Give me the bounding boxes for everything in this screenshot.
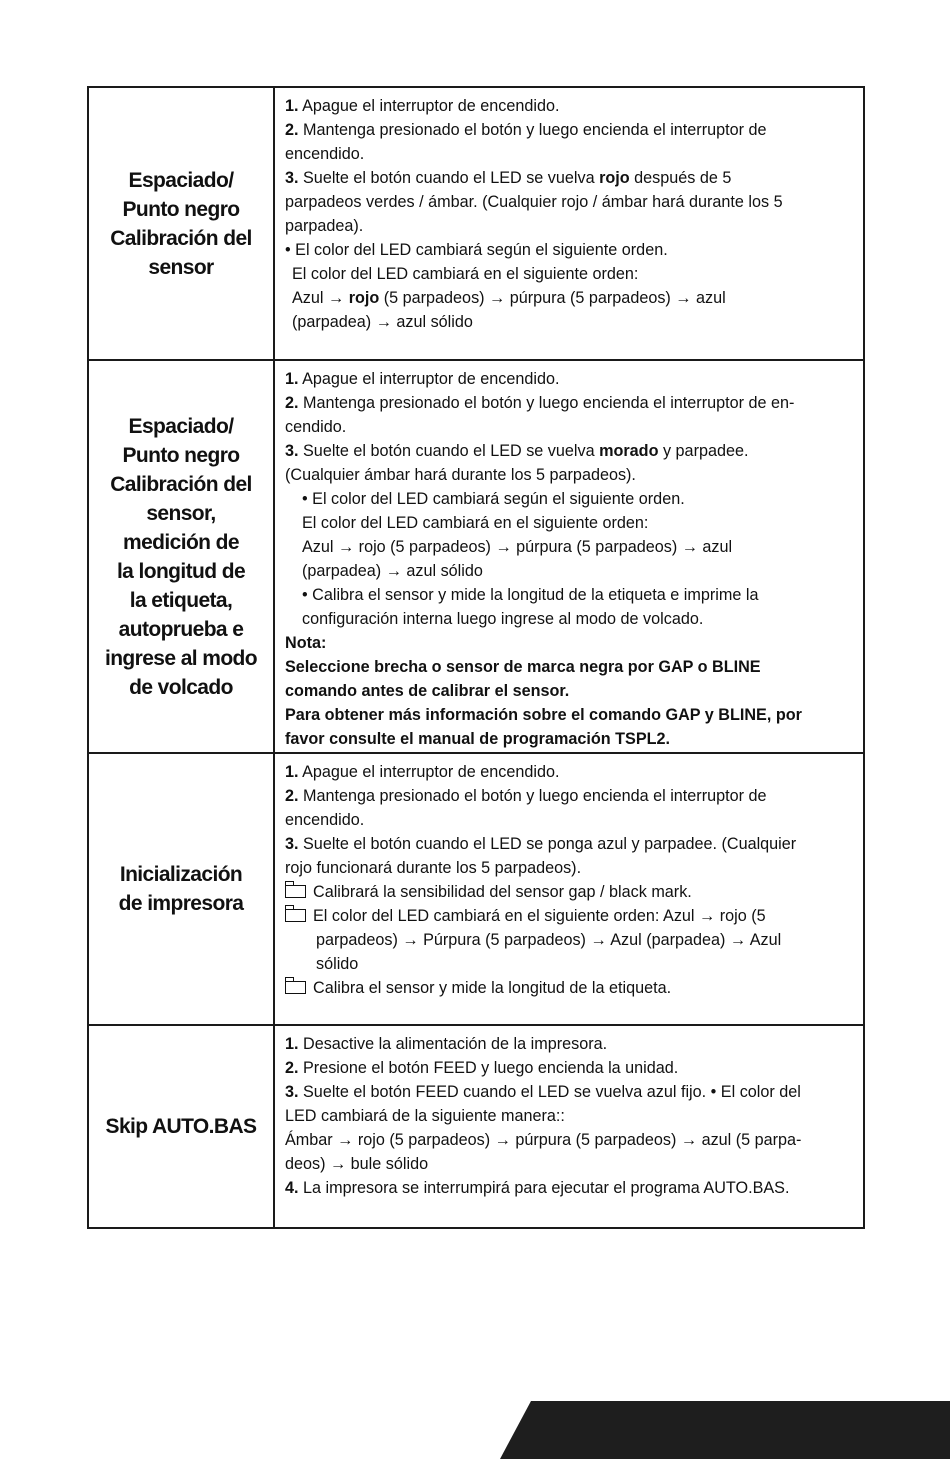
- instruction-line: [285, 1056, 855, 1080]
- bold-text: Nota:: [285, 634, 327, 652]
- instruction-line: [285, 1128, 855, 1152]
- text: • El color del LED cambiará según el siguiente orden.: [302, 490, 685, 508]
- text: encendido.: [285, 145, 365, 163]
- folder-icon: [285, 981, 306, 994]
- instruction-line: [285, 1032, 855, 1056]
- text: El color del LED cambiará en el siguiente orden:: [302, 514, 649, 532]
- text: Calibra el sensor y mide la longitud de la etiqueta.: [313, 979, 672, 997]
- instruction-line: [285, 808, 855, 832]
- row-label-line: Espaciado/: [128, 414, 234, 438]
- text: (parpadea) → azul sólido: [302, 562, 483, 580]
- instruction-line: [285, 607, 855, 631]
- text: La impresora se interrumpirá para ejecutar el programa AUTO.BAS.: [298, 1179, 790, 1197]
- instruction-line: [285, 760, 855, 784]
- row-label-line: Espaciado/: [128, 168, 234, 192]
- text: Suelte el botón cuando el LED se ponga azul y parpadee. (Cualquier: [298, 835, 797, 853]
- instruction-line: [285, 631, 855, 655]
- row-label-line: Skip AUTO.BAS: [105, 1115, 257, 1138]
- instruction-line: [285, 904, 855, 928]
- text: parpadeos verdes / ámbar. (Cualquier rojo / ámbar hará durante los 5: [285, 193, 783, 211]
- row-label-line: Punto negro: [122, 197, 240, 221]
- table-row: [89, 361, 863, 754]
- text: Calibrará la sensibilidad del sensor gap / black mark.: [313, 883, 692, 901]
- instruction-line: [285, 535, 855, 559]
- bold-text: 3.: [285, 1083, 299, 1101]
- instruction-line: [285, 214, 855, 238]
- row-instructions: [275, 361, 863, 752]
- row-instructions: [275, 88, 863, 359]
- bold-text: morado: [599, 442, 659, 460]
- instruction-line: [285, 463, 855, 487]
- text: sólido: [316, 955, 359, 973]
- row-instructions: [275, 1026, 863, 1227]
- instruction-line: [285, 1176, 855, 1200]
- instruction-line: [285, 583, 855, 607]
- instruction-line: [285, 238, 855, 262]
- text: Mantenga presionado el botón y luego encienda el interruptor de en-: [298, 394, 795, 412]
- text: • El color del LED cambiará según el siguiente orden.: [285, 241, 668, 259]
- text: deos) → bule sólido: [285, 1155, 429, 1173]
- instruction-line: [285, 1104, 855, 1128]
- row-label-line: ingrese al modo: [104, 646, 258, 670]
- folder-icon: [285, 909, 306, 922]
- text: Desactive la alimentación de la impresora.: [298, 1035, 608, 1053]
- text: Azul →: [292, 289, 349, 307]
- row-label-line: la etiqueta,: [129, 588, 233, 612]
- text: LED cambiará de la siguiente manera::: [285, 1107, 565, 1125]
- bold-text: 1.: [285, 1035, 299, 1053]
- text: parpadea).: [285, 217, 364, 235]
- instruction-line: [285, 487, 855, 511]
- row-label-line: medición de: [123, 530, 239, 554]
- bold-text: 4.: [285, 1179, 299, 1197]
- text: Mantenga presionado el botón y luego encienda el interruptor de: [298, 787, 767, 805]
- table-row: [89, 88, 863, 361]
- bold-text: 1.: [285, 97, 299, 115]
- text: Suelte el botón cuando el LED se vuelva: [298, 442, 600, 460]
- instruction-line: [285, 976, 855, 1000]
- row-label-line: Calibración del: [110, 226, 252, 250]
- bold-text: 2.: [285, 787, 299, 805]
- bold-text: Seleccione brecha o sensor de marca negra por GAP o BLINE: [285, 658, 761, 676]
- instruction-line: [285, 286, 855, 310]
- instruction-line: [285, 262, 855, 286]
- text: Presione el botón FEED y luego encienda la unidad.: [298, 1059, 679, 1077]
- instruction-line: [285, 559, 855, 583]
- instruction-table: [87, 86, 865, 1229]
- bold-text: 1.: [285, 370, 299, 388]
- row-label-line: de impresora: [118, 892, 244, 915]
- row-label-line: autoprueba e: [118, 617, 244, 641]
- instruction-line: [285, 856, 855, 880]
- row-label-line: la longitud de: [116, 559, 246, 583]
- instruction-line: [285, 655, 855, 679]
- bold-text: 2.: [285, 1059, 299, 1077]
- instruction-line: [285, 1152, 855, 1176]
- row-label: [89, 1026, 275, 1227]
- text: Apague el interruptor de encendido.: [298, 763, 560, 781]
- instruction-line: [285, 679, 855, 703]
- instruction-line: [285, 832, 855, 856]
- row-label: [89, 88, 275, 359]
- bold-text: 2.: [285, 121, 299, 139]
- instruction-line: [285, 952, 855, 976]
- page-corner-tab: [500, 1401, 950, 1459]
- bold-text: 3.: [285, 442, 299, 460]
- text: Mantenga presionado el botón y luego encienda el interruptor de: [298, 121, 767, 139]
- table-row: [89, 754, 863, 1026]
- instruction-line: [285, 94, 855, 118]
- text: y parpadee.: [658, 442, 749, 460]
- row-instructions: [275, 754, 863, 1024]
- text: Apague el interruptor de encendido.: [298, 370, 560, 388]
- bold-text: rojo: [348, 289, 380, 307]
- bold-text: rojo: [599, 169, 630, 187]
- text: después de 5: [629, 169, 732, 187]
- instruction-line: [285, 190, 855, 214]
- text: parpadeos) → Púrpura (5 parpadeos) → Azul (parpadea) → Azul: [316, 931, 782, 949]
- row-label-line: sensor: [148, 255, 214, 279]
- text: Azul → rojo (5 parpadeos) → púrpura (5 parpadeos) → azul: [302, 538, 733, 556]
- bold-text: 3.: [285, 835, 299, 853]
- instruction-line: [285, 703, 855, 727]
- row-label: [89, 361, 275, 752]
- instruction-line: [285, 928, 855, 952]
- text: • Calibra el sensor y mide la longitud de la etiqueta e imprime la: [302, 586, 759, 604]
- text: Apague el interruptor de encendido.: [298, 97, 560, 115]
- instruction-line: [285, 118, 855, 142]
- instruction-line: [285, 439, 855, 463]
- bold-text: favor consulte el manual de programación TSPL2.: [285, 730, 670, 748]
- bold-text: comando antes de calibrar el sensor.: [285, 682, 570, 700]
- text: (parpadea) → azul sólido: [292, 313, 473, 331]
- instruction-line: [285, 784, 855, 808]
- instruction-line: [285, 415, 855, 439]
- instruction-line: [285, 166, 855, 190]
- instruction-line: [285, 310, 855, 334]
- row-label-line: sensor,: [146, 501, 216, 525]
- bold-text: 1.: [285, 763, 299, 781]
- text: (Cualquier ámbar hará durante los 5 parpadeos).: [285, 466, 636, 484]
- text: cendido.: [285, 418, 347, 436]
- text: configuración interna luego ingrese al modo de volcado.: [302, 610, 704, 628]
- text: encendido.: [285, 811, 365, 829]
- instruction-line: [285, 1080, 855, 1104]
- bold-text: 3.: [285, 169, 299, 187]
- text: Ámbar → rojo (5 parpadeos) → púrpura (5 parpadeos) → azul (5 parpa-: [285, 1131, 802, 1149]
- instruction-line: [285, 142, 855, 166]
- bold-text: Para obtener más información sobre el comando GAP y BLINE, por: [285, 706, 802, 724]
- text: (5 parpadeos) → púrpura (5 parpadeos) → azul: [379, 289, 726, 307]
- folder-icon: [285, 885, 306, 898]
- text: El color del LED cambiará en el siguiente orden: Azul → rojo (5: [313, 907, 766, 925]
- row-label-line: de volcado: [129, 675, 233, 699]
- row-label-line: Punto negro: [122, 443, 240, 467]
- instruction-line: [285, 727, 855, 751]
- text: Suelte el botón cuando el LED se vuelva: [298, 169, 600, 187]
- row-label-line: Calibración del: [110, 472, 252, 496]
- table-row: [89, 1026, 863, 1227]
- instruction-line: [285, 391, 855, 415]
- row-label: [89, 754, 275, 1024]
- row-label-line: Inicialización: [119, 863, 243, 886]
- text: El color del LED cambiará en el siguiente orden:: [292, 265, 639, 283]
- text: Suelte el botón FEED cuando el LED se vuelva azul fijo. • El color del: [298, 1083, 801, 1101]
- instruction-line: [285, 367, 855, 391]
- instruction-line: [285, 880, 855, 904]
- instruction-line: [285, 511, 855, 535]
- bold-text: 2.: [285, 394, 299, 412]
- text: rojo funcionará durante los 5 parpadeos).: [285, 859, 582, 877]
